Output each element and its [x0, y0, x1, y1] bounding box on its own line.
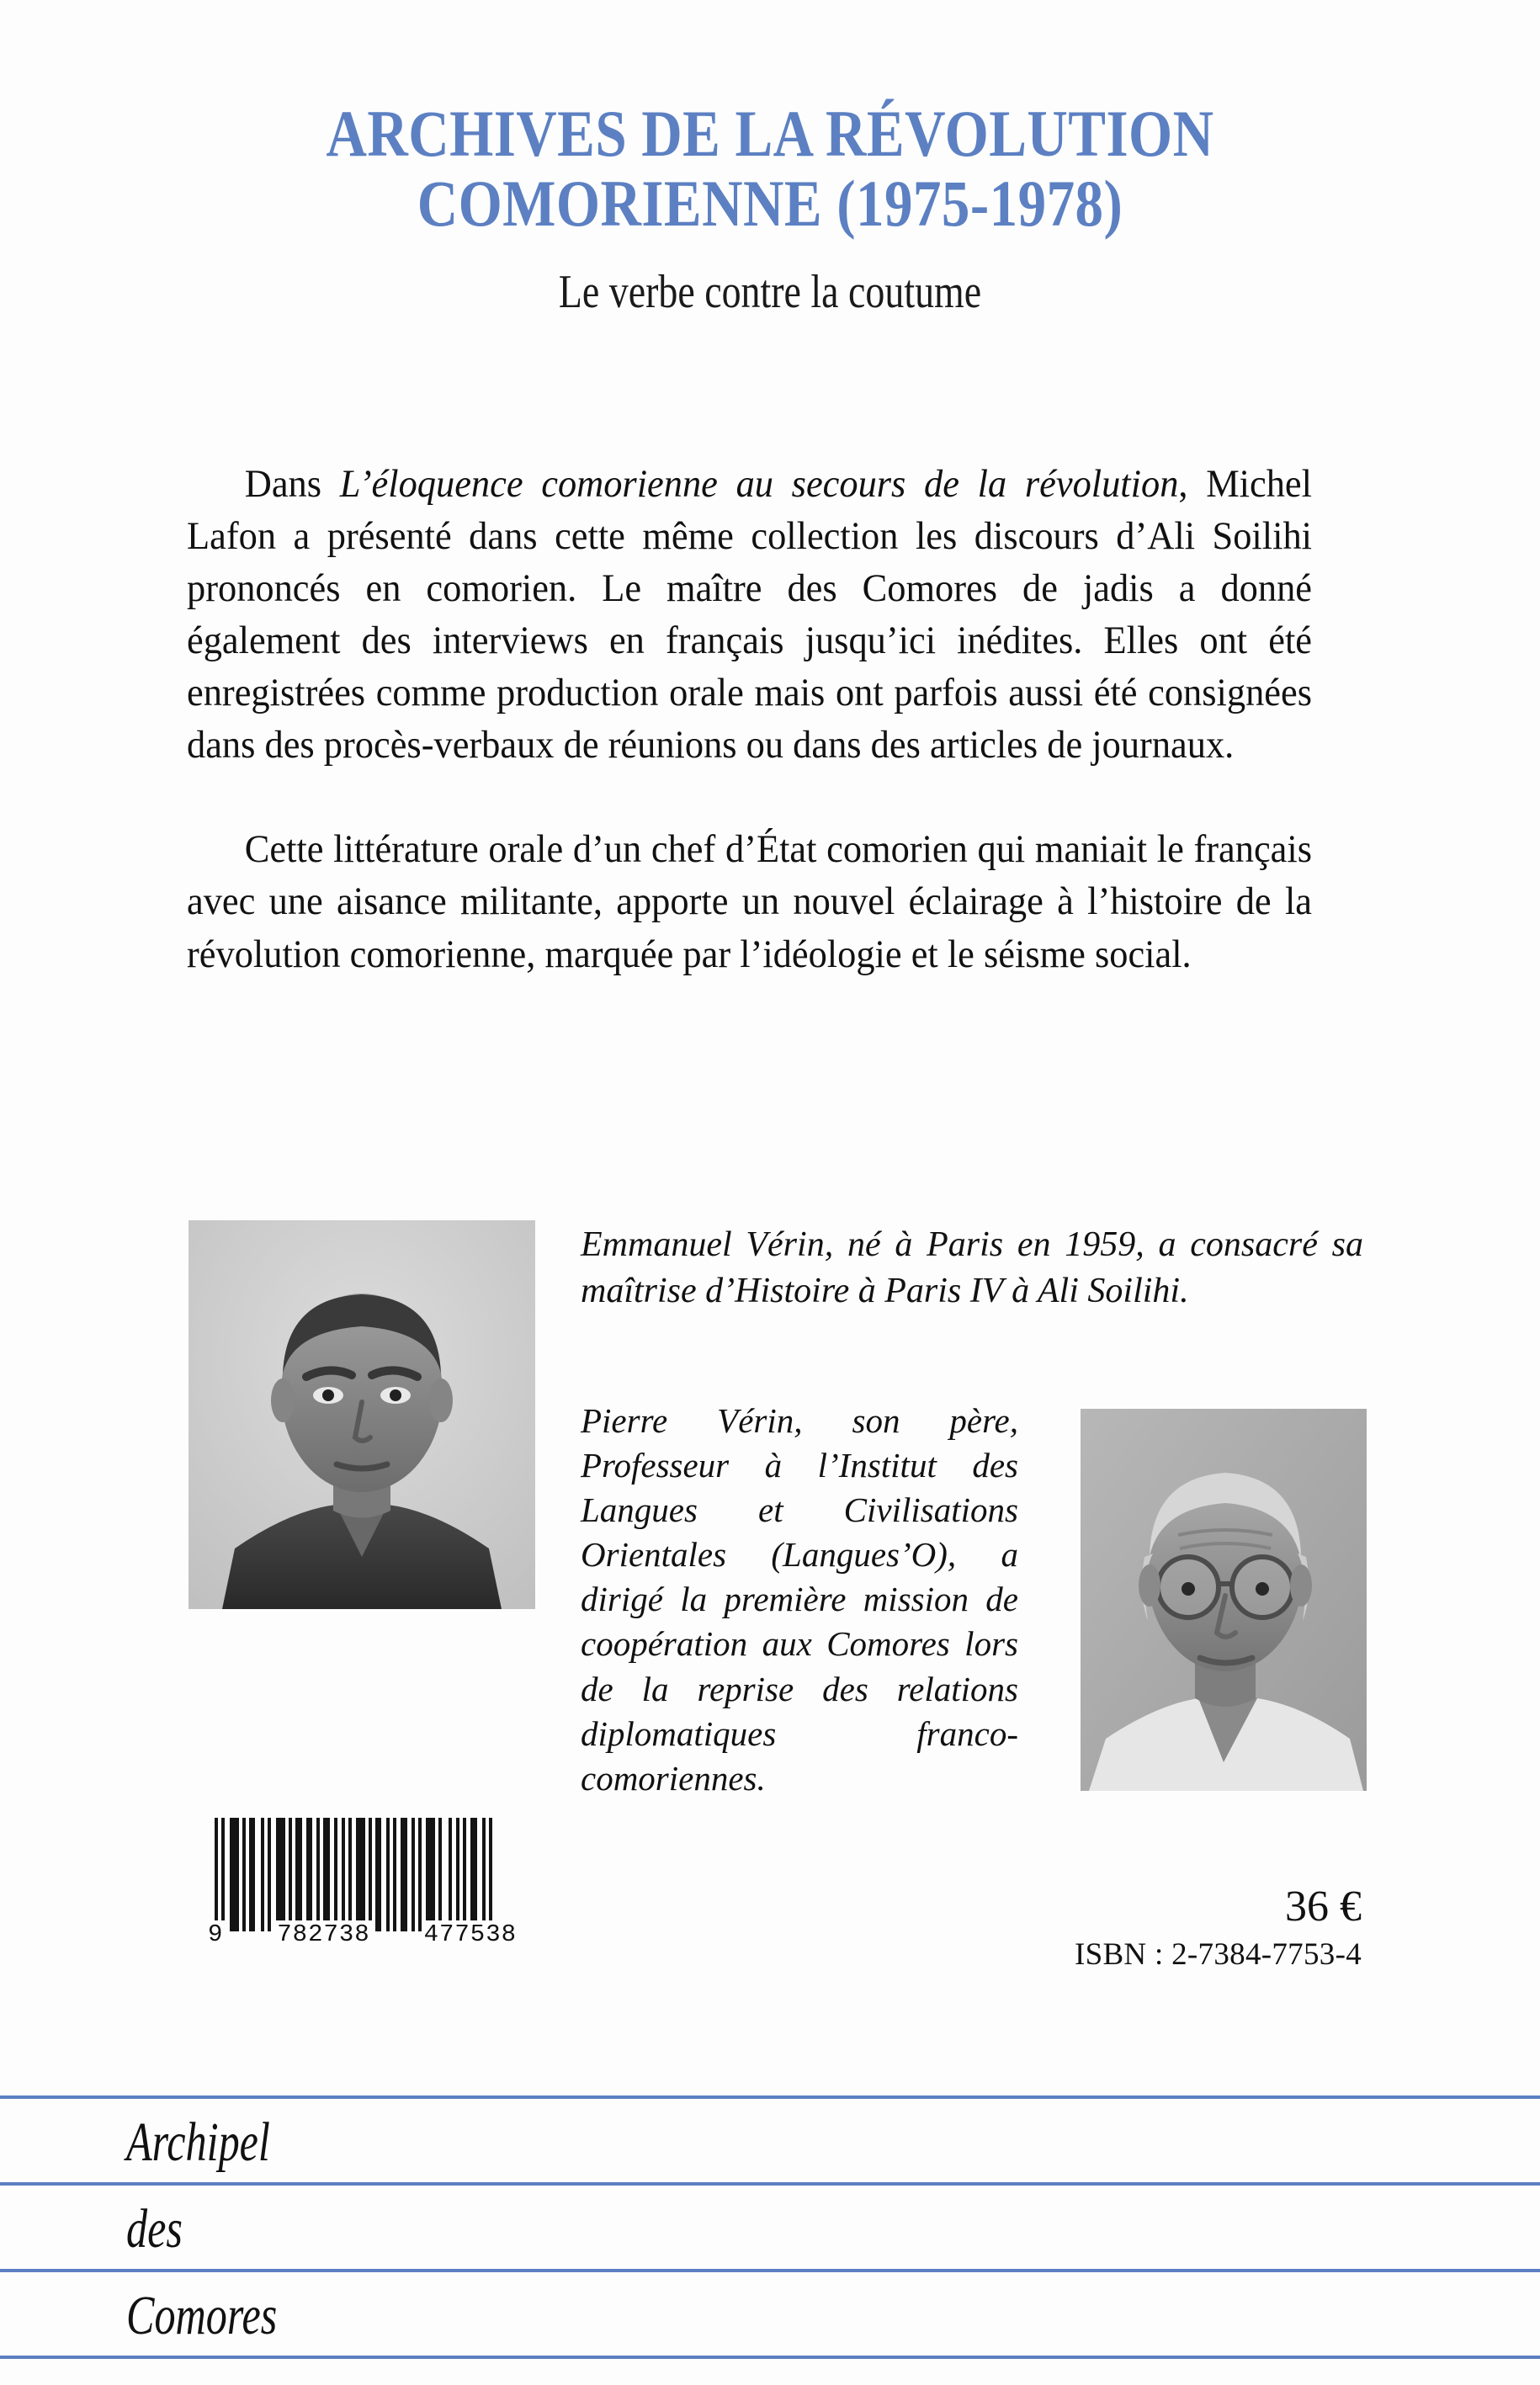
barcode-digits	[204, 1920, 520, 1948]
portrait-pierre-verin	[1081, 1409, 1367, 1791]
collection-line-2: des	[126, 2198, 183, 2260]
title-line-1: ARCHIVES DE LA RÉVOLUTION	[326, 97, 1214, 170]
collection-rule-1	[0, 2096, 1540, 2099]
blurb-p1-italic-title: L’éloquence comorienne au secours de la révolution	[339, 463, 1179, 506]
authors-section	[0, 1212, 1540, 1910]
blurb-p1-lead: Dans	[244, 463, 340, 506]
blurb-paragraph-2: Cette littérature orale d’un chef d’État comorien qui maniait le français avec une aisance militante, apporte un nouvel éclairage à l’histoire de la révolution comorienne, marquée par l’idéologie et le séisme social.	[187, 828, 1312, 976]
collection-rule-2	[0, 2182, 1540, 2186]
price: 36 €	[1285, 1883, 1362, 1931]
blurb-p1-rest: , Michel Lafon a présenté dans cette même collection les discours d’Ali Soilihi prononcés en comorien. Le maître des Comores de jadis a donné également des interviews en français jusqu’ici inédites. Elles ont été enregistrées comme production orale mais ont parfois aussi été consignées dans des procès-verbaux de réunions ou dans des articles de journaux.	[187, 463, 1312, 768]
blurb-paragraph-1	[187, 459, 1312, 772]
isbn: ISBN : 2-7384-7753-4	[1074, 1937, 1362, 1973]
barcode-group-2: 477538	[423, 1920, 517, 1948]
barcode-digit-left: 9	[208, 1920, 224, 1948]
bio-emmanuel-verin: Emmanuel Vérin, né à Paris en 1959, a consacré sa maîtrise d’Histoire à Paris IV à Ali Soilihi.	[581, 1225, 1363, 1310]
bio-pierre-verin: Pierre Vérin, son père, Professeur à l’Institut des Langues et Civilisations Orientales (Langues’O), a dirigé la première mission de coopération aux Comores lors de la reprise des relations diplomatiques franco-comoriennes.	[581, 1401, 1018, 1798]
blurb	[187, 459, 1365, 981]
title-line-2: COMORIENNE (1975-1978)	[417, 166, 1123, 240]
barcode-group-1: 782738	[277, 1920, 370, 1948]
collection-rule-3	[0, 2269, 1540, 2272]
price-isbn-block	[1075, 1883, 1362, 1974]
collection-line-1: Archipel	[126, 2111, 270, 2173]
collection-footer	[0, 2096, 1540, 2385]
barcode	[204, 1818, 520, 1948]
collection-line-3: Comores	[126, 2285, 278, 2346]
portrait-emmanuel-verin	[189, 1220, 535, 1609]
collection-rule-4	[0, 2356, 1540, 2359]
subtitle: Le verbe contre la coutume	[558, 266, 982, 319]
title-block	[0, 99, 1540, 319]
